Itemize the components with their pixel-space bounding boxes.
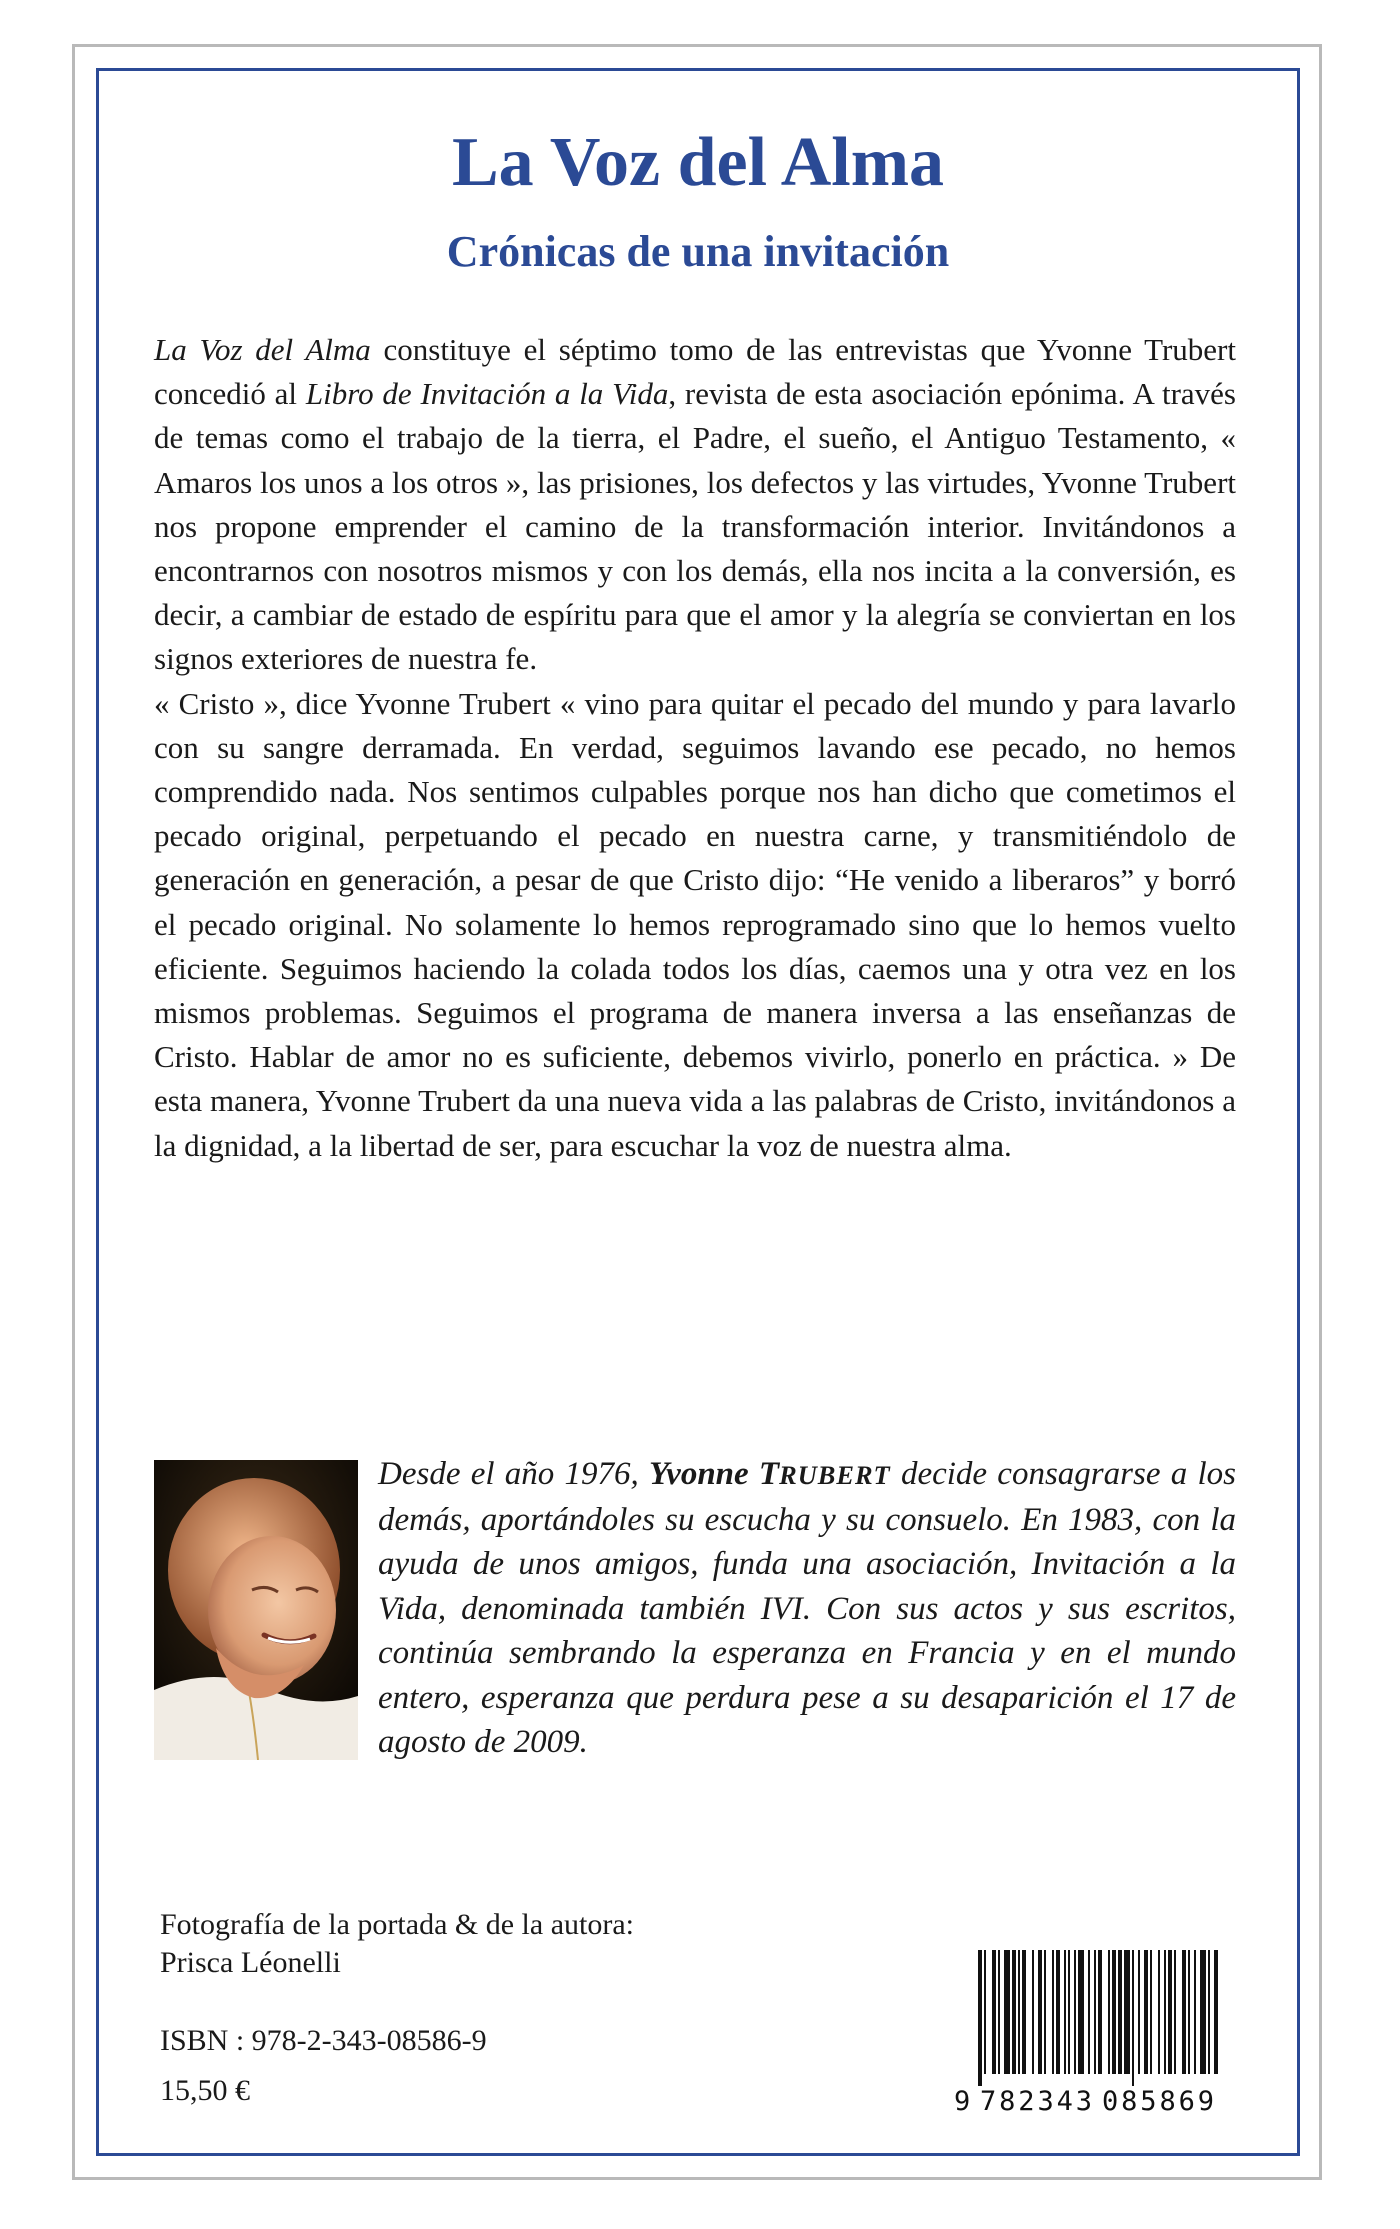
barcode-bar — [1200, 1950, 1206, 2074]
barcode-bar — [1094, 1950, 1096, 2074]
barcode-bar — [1022, 1950, 1026, 2074]
barcode-bar — [1064, 1950, 1066, 2074]
bio-text: Desde el año 1976, — [378, 1456, 650, 1492]
barcode-bar — [1182, 1950, 1186, 2074]
barcode-bar — [1074, 1950, 1076, 2074]
barcode-bar — [1052, 1950, 1054, 2074]
barcode-bar — [1098, 1950, 1102, 2074]
barcode-bar — [1108, 1950, 1110, 2074]
photo-credit-label: Fotografía de la portada & de la autora: — [160, 1908, 634, 1941]
barcode-bar — [1088, 1950, 1090, 2074]
barcode-bar — [1044, 1950, 1046, 2074]
author-bio — [378, 1452, 1236, 1765]
synopsis-paragraph-2: « Cristo », dice Yvonne Trubert « vino para quitar el pecado del mundo y para lavarlo con su sangre derramada. En verdad, seguimos lavando ese pecado, no hemos comprendido nada. Nos sentimos culpables porque nos han dicho que cometimos el pecado original, perpetuando el pecado en nuestra carne, y transmitiéndolo de generación en generación, a pesar de que Cristo dijo: “He venido a liberaros” y borró el pecado original. No solamente lo hemos reprogramado sino que lo hemos vuelto eficiente. Seguimos haciendo la colada todos los días, caemos una y otra vez en los mismos problemas. Seguimos el programa de manera inversa a las enseñanzas de Cristo. Hablar de amor no es suficiente, debemos vivirlo, ponerlo en práctica. » De esta manera, Yvonne Trubert da una nueva vida a las palabras de Cristo, invitándonos a la dignidad, a la libertad de ser, para escuchar la voz de nuestra alma. — [154, 685, 1236, 1163]
synopsis-text: , revista de esta asociación epónima. A través de temas como el trabajo de la tierra, el Padre, el sueño, el Antiguo Testamento, « Amaros los unos a los otros », las prisiones, los defectos y las virtudes, Yvonne Trubert nos propone emprender el camino de la transformación interior. Invitándonos a encontrarnos con nosotros mismos y con los demás, ella nos incita a la conversión, es decir, a cambiar de estado de espíritu para que el amor y la alegría se conviertan en los signos exteriores de nuestra fe. — [154, 376, 1236, 677]
barcode-digits-left: 782343 — [980, 2086, 1092, 2116]
barcode — [950, 1946, 1238, 2116]
barcode-bar — [1112, 1950, 1116, 2074]
barcode-bar — [1124, 1950, 1130, 2074]
barcode-bar — [1188, 1950, 1190, 2074]
barcode-bar — [998, 1950, 1000, 2074]
photo-credit — [160, 1906, 634, 1982]
barcode-bar — [1056, 1950, 1060, 2074]
author-name — [649, 1456, 891, 1492]
barcode-bar — [1132, 1950, 1134, 2086]
author-portrait-icon — [154, 1460, 358, 1760]
barcode-bar — [1164, 1950, 1166, 2074]
barcode-bar — [1032, 1950, 1034, 2074]
photo-credit-name: Prisca Léonelli — [160, 1946, 341, 1979]
barcode-bar — [1208, 1950, 1210, 2074]
barcode-bar — [984, 1950, 986, 2074]
barcode-bar — [978, 1950, 982, 2086]
synopsis — [154, 328, 1236, 1168]
barcode-bar — [1158, 1950, 1160, 2074]
barcode-bar — [1078, 1950, 1084, 2074]
barcode-bar — [1150, 1950, 1152, 2074]
price: 15,50 € — [160, 2074, 250, 2107]
book-title-italic: La Voz del Alma — [154, 332, 371, 367]
author-name-smallcaps: RUBERT — [779, 1460, 891, 1490]
book-subtitle: Crónicas de una invitación — [446, 227, 950, 276]
synopsis-text: constituye el séptimo tomo de las entrevistas que Yvonne Trubert concedió al — [154, 332, 1236, 412]
barcode-bar — [1018, 1950, 1020, 2074]
author-name-first: Yvonne T — [649, 1456, 780, 1492]
synopsis-paragraph-1 — [154, 328, 1236, 682]
barcode-digits-right: 085869 — [1102, 2086, 1214, 2116]
barcode-bar — [1194, 1950, 1196, 2074]
barcode-bar — [1068, 1950, 1070, 2074]
barcode-bar — [1012, 1950, 1016, 2074]
barcode-bar — [1144, 1950, 1148, 2074]
barcode-bar — [1138, 1950, 1140, 2074]
barcode-digit-first: 9 — [954, 2086, 971, 2116]
book-title: La Voz del Alma — [451, 124, 945, 201]
barcode-bar — [1118, 1950, 1122, 2074]
bio-text: decide consagrarse a los demás, aportándoles su escucha y su consuelo. En 1983, con la ayuda de unos amigos, funda una asociación, Invitación a la Vida, denominada también IVI. Con sus actos y sus escritos, continúa sembrando la esperanza en Francia y en el mundo entero, esperanza que perdura pese a su desaparición el 17 de agosto de 2009. — [378, 1456, 1236, 1760]
magazine-title-italic: Libro de Invitación a la Vida — [305, 376, 669, 412]
author-photo — [154, 1460, 358, 1760]
barcode-bar — [992, 1950, 996, 2074]
barcode-bar — [1214, 1950, 1218, 2074]
barcode-bar — [1174, 1950, 1176, 2074]
barcode-bar — [1168, 1950, 1172, 2074]
barcode-bar — [1004, 1950, 1010, 2074]
isbn: ISBN : 978-2-343-08586-9 — [160, 2024, 487, 2057]
barcode-bar — [1038, 1950, 1042, 2074]
barcode-bars — [978, 1950, 1218, 2086]
